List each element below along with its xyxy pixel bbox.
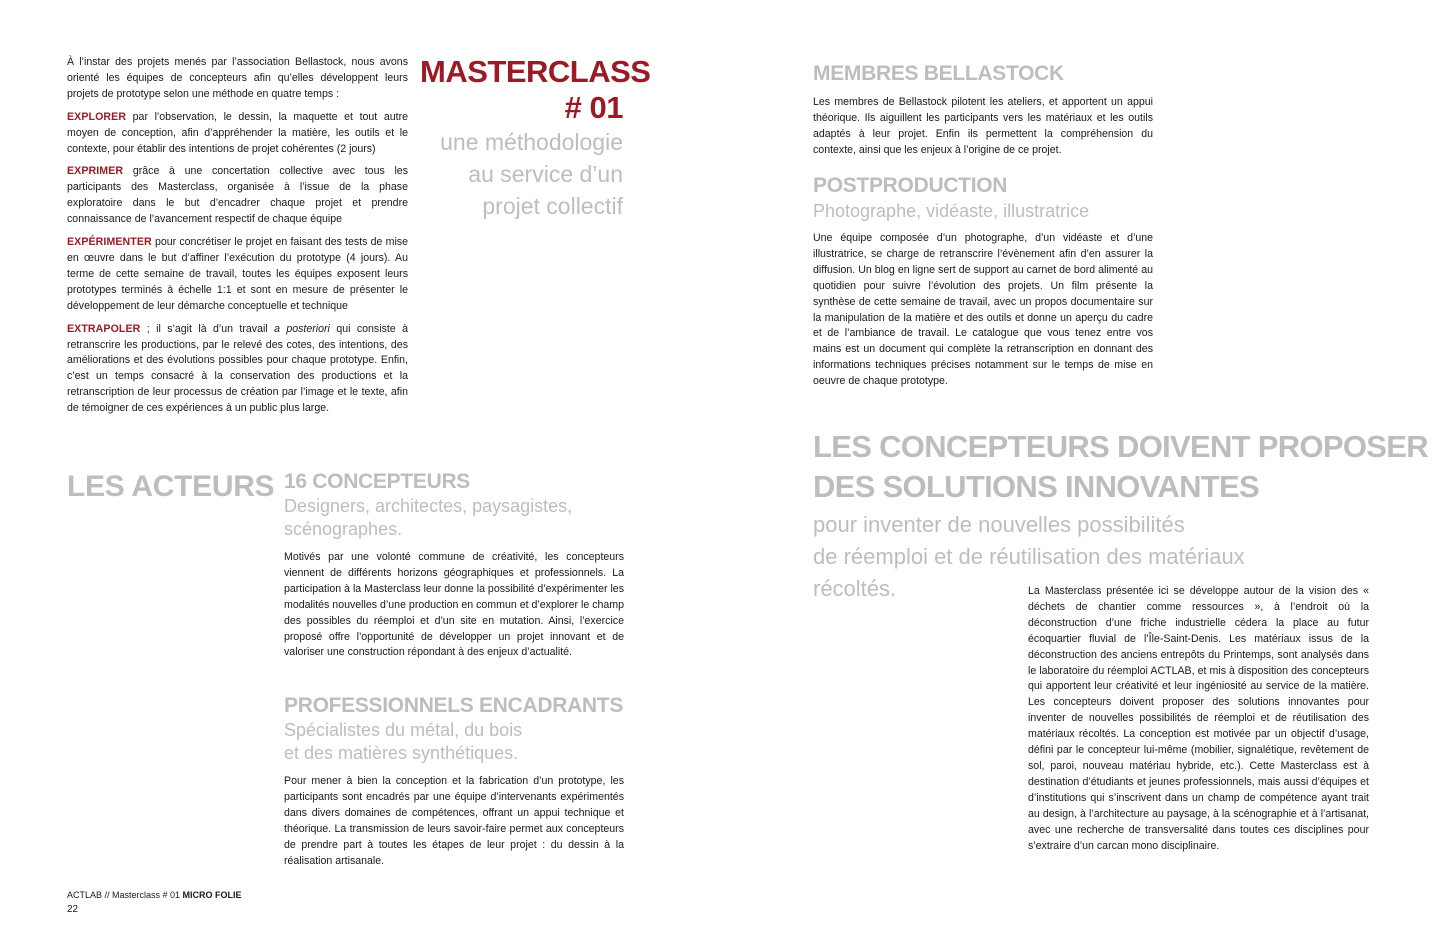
keyword-extrapoler: EXTRAPOLER — [67, 322, 141, 335]
postproduction-title: POSTPRODUCTION — [813, 174, 1008, 197]
step-experimenter — [67, 235, 408, 315]
masterclass-title-block — [420, 54, 651, 222]
quote-block — [813, 427, 1428, 605]
membres-title: MEMBRES BELLASTOCK — [813, 62, 1064, 85]
masterclass-number: # 01 — [564, 90, 623, 125]
concepteurs-section — [284, 469, 624, 661]
quote-line-2: DES SOLUTIONS INNOVANTES — [813, 469, 1259, 504]
page-number: 22 — [67, 904, 79, 915]
keyword-explorer: EXPLORER — [67, 110, 127, 123]
masterclass-subtitle-3: projet collectif — [482, 193, 623, 219]
step-exprimer-text: grâce à une concertation collective avec tous les participants des Masterclass, organisée à l’issue de la phase exploratoire dans le but d’encadrer chaque projet et prendre connaissance de l’avancement respectif de chaque équipe — [67, 165, 408, 226]
encadrants-subtitle-2: et des matières synthétiques. — [284, 743, 519, 763]
encadrants-subtitle-1: Spécialistes du métal, du bois — [284, 720, 523, 740]
step-explorer-text: par l’observation, le dessin, la maquette et tout autre moyen de conception, afin d’appréhender la matière, les outils et le contexte, pour établir des intentions de projet cohérentes (2 jours) — [67, 110, 408, 155]
footer-line — [67, 889, 242, 902]
concepteurs-subtitle-2: scénographes. — [284, 519, 403, 539]
masterclass-subtitle-2: au service d’un — [468, 161, 623, 187]
encadrants-section — [284, 693, 624, 869]
page-footer — [67, 889, 242, 916]
concepteurs-text: Motivés par une volonté commune de créativité, les concepteurs viennent de différents horizons géographiques et professionnels. La participation à la Masterclass leur donne la possibilité d’expérimenter les modalités nouvelles d’une production en commun et d’explorer le champ des possibles du réemploi et d’un site en mutation. Ainsi, l’exercice proposé offre l’opportunité de développer un projet innovant et de valoriser une construction répondant à des enjeux d’actualité. — [284, 551, 624, 659]
step-extrapoler-text-after: qui consiste à retranscrire les productions, par le relevé des cotes, des intentions, des améliorations et des évolutions possibles pour chaque prototype. Enfin, c’est un temps consacré à la conservation des productions et la retranscription de leur processus de création par l’image et le texte, afin de témoigner de ces expériences à un public plus large. — [67, 322, 408, 415]
quote-sub-1: pour inventer de nouvelles possibilités — [813, 512, 1185, 537]
step-extrapoler-italic: a posteriori — [274, 322, 330, 335]
encadrants-text: Pour mener à bien la conception et la fabrication d’un prototype, les participants sont encadrés par une équipe d’intervenants expérimentés dans divers domaines de compétences, offrant un appui technique et théorique. La transmission de leurs savoir-faire permet aux concepteurs de prendre part à toutes les étapes de leur projet : du dessin à la réalisation artisanale. — [284, 775, 624, 867]
vision-text: La Masterclass présentée ici se développe autour de la vision des « déchets de chantier comme ressources », à l’endroit où la déconstruction d’une friche industrielle cédera la place au futur écoquartier fluvial de l’Île-Saint-Denis. Les matériaux issus de la déconstruction des anciens entrepôts du Printemps, sont analysés dans le laboratoire du réemploi ACTLAB, et mis à disposition des concepteurs qui apportent leur créativité et leur ingéniosité au service de la matière. Les concepteurs doivent proposer des solutions innovantes pour inventer de nouvelles possibilités de réemploi et de réutilisation des matériaux récoltés. La conception est motivée par un objectif d’usage, défini par le concepteur lui-même (mobilier, signalétique, revêtement de sol, paroi, nouveau matériau hybride, etc.). Cette Masterclass est à destination d’étudiants et jeunes professionnels, mais aussi d’équipes et d’institutions qui s’inscrivent dans un champ de compétence ayant trait au design, à l’architecture au paysage, à la scénographie et à l’artisanat, avec une recherche de transversalité dans toutes ces disciplines pour s’extraire d’un carcan mono disciplinaire. — [1028, 585, 1369, 852]
intro-text-block — [67, 55, 408, 424]
intro-lead: À l’instar des projets menés par l’association Bellastock, nous avons orienté les équipes de concepteurs afin qu’elles développent leurs projets de prototype selon une méthode en quatre temps : — [67, 56, 408, 100]
quote-sub-3: récoltés. — [813, 576, 897, 601]
quote-line-1: LES CONCEPTEURS DOIVENT PROPOSER — [813, 429, 1428, 464]
step-exprimer — [67, 164, 408, 228]
keyword-exprimer: EXPRIMER — [67, 165, 124, 178]
postproduction-subtitle: Photographe, vidéaste, illustratrice — [813, 201, 1090, 221]
step-experimenter-text: pour concrétiser le projet en faisant des tests de mise en œuvre dans le but d’affiner l’exécution du prototype (4 jours). Au terme de cette semaine de travail, toutes les équipes exposent leurs prototypes terminés à échelle 1:1 et sont en mesure de présenter le développement de leur démarche conceptuelle et technique — [67, 236, 408, 312]
postproduction-section — [813, 173, 1153, 390]
membres-section — [813, 61, 1153, 159]
step-extrapoler — [67, 322, 408, 417]
step-explorer — [67, 110, 408, 158]
step-extrapoler-text-before: ; il s’agit là d’un travail — [140, 322, 275, 335]
footer-bold: MICRO FOLIE — [182, 890, 242, 900]
quote-sub-2: de réemploi et de réutilisation des matériaux — [813, 544, 1245, 569]
concepteurs-title: 16 CONCEPTEURS — [284, 470, 471, 493]
vision-section — [1028, 584, 1369, 854]
masterclass-title: MASTERCLASS — [420, 54, 651, 89]
footer-prefix: ACTLAB // Masterclass # 01 — [67, 890, 183, 900]
keyword-experimenter: EXPÉRIMENTER — [67, 236, 152, 249]
concepteurs-subtitle-1: Designers, architectes, paysagistes, — [284, 496, 573, 516]
masterclass-subtitle-1: une méthodologie — [440, 129, 623, 155]
acteurs-heading: LES ACTEURS — [67, 470, 275, 503]
membres-text: Les membres de Bellastock pilotent les ateliers, et apportent un appui théorique. Ils aiguillent les participants vers les matériaux et les outils adaptés à leur projet. Enfin ils permettent la compréhension du contexte, ainsi que les enjeux à l’origine de ce projet. — [813, 96, 1153, 156]
encadrants-title: PROFESSIONNELS ENCADRANTS — [284, 694, 624, 717]
postproduction-text: Une équipe composée d’un photographe, d’un vidéaste et d’une illustratrice, se charge de retranscrire l’évènement afin d’en assurer la diffusion. Un blog en ligne sert de support au carnet de bord alimenté au quotidien pour suivre l’évolution des projets. Un film présente la synthèse de cette semaine de travail, avec un propos documentaire sur la manipulation de la matière et des outils et donne un aperçu du cadre et de l’ambiance de travail. Le catalogue que vous tenez entre vos mains est un document qui complète la retranscription en donnant des informations techniques précises notamment sur le temps de mise en oeuvre de chaque prototype. — [813, 232, 1153, 388]
